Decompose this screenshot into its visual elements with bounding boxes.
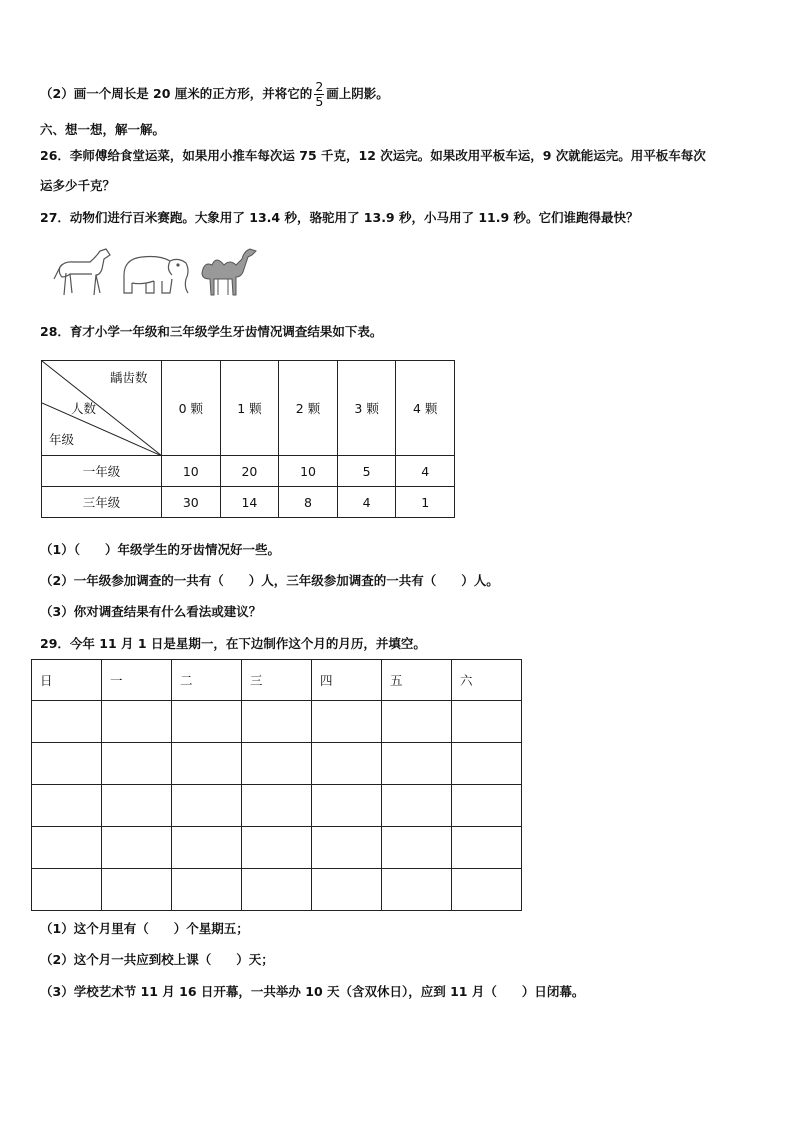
elephant-icon — [124, 257, 188, 294]
table-cell: 10 — [162, 456, 221, 487]
header-people: 人数 — [71, 401, 97, 416]
q29-sub3: （3）学校艺术节 11 月 16 日开幕，一共举办 10 天（含双休日），应到 11 月（ ）日闭幕。 — [40, 984, 585, 999]
calendar-cell[interactable] — [172, 869, 242, 911]
calendar-cell[interactable] — [312, 827, 382, 869]
calendar-cell[interactable] — [102, 869, 172, 911]
header-tooth-count: 龋齿数 — [110, 370, 148, 385]
section6-title: 六、想一想，解一解。 — [40, 122, 166, 137]
calendar-cell[interactable] — [312, 701, 382, 743]
calendar-cell[interactable] — [172, 827, 242, 869]
column-header: 3 颗 — [337, 361, 396, 456]
fraction — [314, 80, 324, 109]
row-grade: 一年级 — [42, 456, 162, 487]
calendar-cell[interactable] — [32, 785, 102, 827]
column-header: 0 颗 — [162, 361, 221, 456]
row-grade: 三年级 — [42, 487, 162, 518]
calendar-cell[interactable] — [452, 701, 522, 743]
table-cell: 30 — [162, 487, 221, 518]
q25-part2-after: 画上阴影。 — [326, 86, 389, 101]
calendar-table — [31, 659, 522, 911]
calendar-cell[interactable] — [242, 869, 312, 911]
calendar-cell[interactable] — [242, 743, 312, 785]
weekday-cell: 六 — [452, 660, 522, 701]
calendar-weekday-row — [32, 660, 522, 701]
q29-sub2: （2）这个月一共应到校上课（ ）天； — [40, 952, 274, 967]
calendar-cell[interactable] — [382, 827, 452, 869]
calendar-cell[interactable] — [242, 827, 312, 869]
q25-part2-before: （2）画一个周长是 20 厘米的正方形，并将它的 — [40, 86, 313, 101]
calendar-cell[interactable] — [382, 701, 452, 743]
calendar-cell[interactable] — [102, 785, 172, 827]
weekday-cell: 五 — [382, 660, 452, 701]
calendar-cell[interactable] — [32, 827, 102, 869]
calendar-cell[interactable] — [452, 869, 522, 911]
calendar-cell[interactable] — [172, 743, 242, 785]
table-cell: 1 — [396, 487, 455, 518]
weekday-cell: 日 — [32, 660, 102, 701]
calendar-cell[interactable] — [452, 827, 522, 869]
calendar-cell[interactable] — [32, 743, 102, 785]
calendar-cell[interactable] — [32, 701, 102, 743]
weekday-cell: 四 — [312, 660, 382, 701]
weekday-cell: 一 — [102, 660, 172, 701]
header-grade: 年级 — [49, 432, 75, 447]
fraction-denominator: 5 — [315, 94, 324, 109]
q28-sub1: （1）（ ）年级学生的牙齿情况好一些。 — [40, 542, 280, 557]
weekday-cell: 三 — [242, 660, 312, 701]
q29-text: 29．今年 11 月 1 日是星期一，在下边制作这个月的月历，并填空。 — [40, 636, 426, 651]
table-cell: 10 — [279, 456, 338, 487]
q26-line1: 26．李师傅给食堂运菜，如果用小推车每次运 75 千克，12 次运完。如果改用平板车运，9 次就能运完。用平板车每次 — [40, 148, 706, 163]
table-row — [42, 487, 455, 518]
column-header: 1 颗 — [220, 361, 279, 456]
tooth-survey-table — [41, 360, 455, 518]
q28-sub3: （3）你对调查结果有什么看法或建议？ — [40, 604, 262, 619]
table-header-row — [42, 361, 455, 456]
diagonal-header-cell — [42, 361, 162, 456]
q27-text: 27．动物们进行百米赛跑。大象用了 13.4 秒，骆驼用了 13.9 秒，小马用了 11.9 秒。它们谁跑得最快？ — [40, 210, 639, 225]
table-row — [42, 456, 455, 487]
calendar-cell[interactable] — [242, 701, 312, 743]
weekday-cell: 二 — [172, 660, 242, 701]
q29-sub1: （1）这个月里有（ ）个星期五； — [40, 921, 249, 936]
calendar-cell[interactable] — [102, 827, 172, 869]
q28-sub2: （2）一年级参加调查的一共有（ ）人，三年级参加调查的一共有（ ）人。 — [40, 573, 499, 588]
calendar-cell[interactable] — [102, 743, 172, 785]
column-header: 2 颗 — [279, 361, 338, 456]
horse-icon — [54, 249, 110, 295]
calendar-cell[interactable] — [382, 785, 452, 827]
calendar-cell[interactable] — [32, 869, 102, 911]
calendar-cell[interactable] — [172, 701, 242, 743]
calendar-cell[interactable] — [102, 701, 172, 743]
calendar-cell[interactable] — [382, 869, 452, 911]
calendar-cell[interactable] — [452, 785, 522, 827]
calendar-cell[interactable] — [312, 869, 382, 911]
q25-part2 — [40, 80, 389, 109]
table-cell: 14 — [220, 487, 279, 518]
calendar-cell[interactable] — [382, 743, 452, 785]
table-cell: 5 — [337, 456, 396, 487]
animals-illustration — [52, 243, 262, 301]
calendar-cell[interactable] — [312, 785, 382, 827]
table-cell: 4 — [337, 487, 396, 518]
calendar-week-row — [32, 869, 522, 911]
calendar-week-row — [32, 827, 522, 869]
table-cell: 4 — [396, 456, 455, 487]
fraction-numerator: 2 — [315, 79, 324, 94]
calendar-week-row — [32, 701, 522, 743]
calendar-cell[interactable] — [452, 743, 522, 785]
q28-text: 28．育才小学一年级和三年级学生牙齿情况调查结果如下表。 — [40, 324, 383, 339]
calendar-week-row — [32, 785, 522, 827]
table-cell: 8 — [279, 487, 338, 518]
q26-line2: 运多少千克？ — [40, 178, 116, 193]
calendar-cell[interactable] — [172, 785, 242, 827]
column-header: 4 颗 — [396, 361, 455, 456]
calendar-cell[interactable] — [312, 743, 382, 785]
camel-icon — [202, 249, 256, 295]
calendar-cell[interactable] — [242, 785, 312, 827]
calendar-week-row — [32, 743, 522, 785]
table-cell: 20 — [220, 456, 279, 487]
